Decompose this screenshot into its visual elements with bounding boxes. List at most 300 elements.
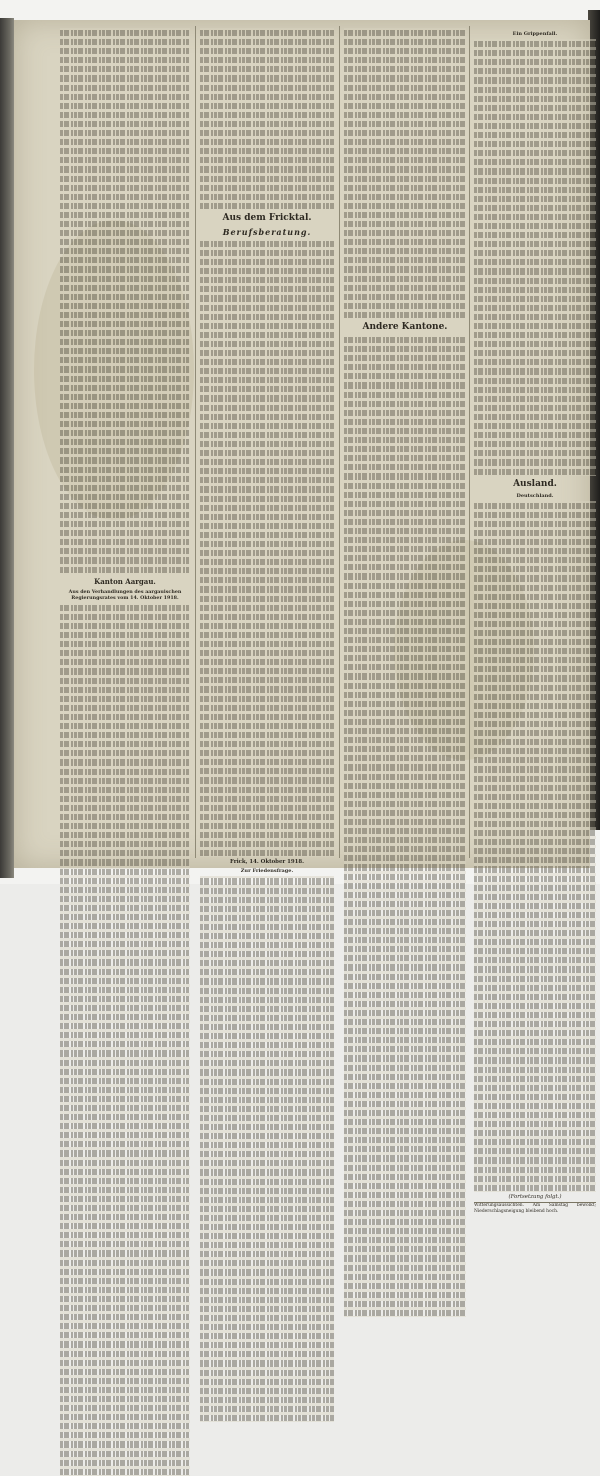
text-line	[60, 310, 190, 319]
text-line	[200, 1077, 334, 1086]
text-line	[60, 657, 190, 666]
text-line	[200, 812, 334, 821]
text-line	[474, 764, 596, 773]
text-line	[474, 457, 596, 466]
text-line	[200, 1286, 334, 1295]
text-line	[200, 922, 334, 931]
text-line	[60, 355, 190, 364]
text-line	[474, 157, 596, 166]
text-line	[344, 1026, 466, 1035]
text-line	[200, 766, 334, 775]
text-line	[474, 1183, 596, 1192]
text-line	[344, 192, 466, 201]
text-line	[60, 912, 190, 921]
text-line	[200, 101, 334, 110]
text-line	[200, 1240, 334, 1249]
text-line	[60, 83, 190, 92]
text-line	[474, 746, 596, 755]
text-line	[474, 321, 596, 330]
text-line	[60, 1094, 190, 1103]
text-line	[474, 683, 596, 692]
text-line	[60, 776, 190, 785]
text-line	[344, 1281, 466, 1290]
text-line	[60, 1449, 190, 1458]
section-heading-ausland: Ausland.	[513, 478, 557, 489]
text-line	[344, 1144, 466, 1153]
text-line	[344, 1208, 466, 1217]
text-line	[60, 967, 190, 976]
text-line	[344, 1053, 466, 1062]
text-line	[60, 612, 190, 621]
text-line	[200, 684, 334, 693]
text-line	[60, 1394, 190, 1403]
text-line	[344, 981, 466, 990]
text-line	[474, 792, 596, 801]
text-line	[474, 48, 596, 57]
text-line	[60, 1194, 190, 1203]
text-line	[60, 839, 190, 848]
text-line	[344, 1090, 466, 1099]
text-line	[60, 1103, 190, 1112]
text-line	[200, 183, 334, 192]
text-line	[60, 821, 190, 830]
text-line	[60, 410, 190, 419]
text-line	[60, 519, 190, 528]
text-line	[200, 895, 334, 904]
text-line	[200, 37, 334, 46]
text-line	[60, 483, 190, 492]
text-line	[60, 383, 190, 392]
text-line	[200, 967, 334, 976]
text-line	[60, 803, 190, 812]
text-line	[60, 101, 190, 110]
text-line	[474, 864, 596, 873]
section-heading-andere-kantone: Andere Kantone.	[362, 322, 448, 332]
text-line	[200, 64, 334, 73]
text-line	[344, 471, 466, 480]
text-line	[200, 1404, 334, 1413]
text-line	[344, 1135, 466, 1144]
text-line	[344, 1099, 466, 1108]
text-line	[344, 1035, 466, 1044]
text-line	[474, 1092, 596, 1101]
text-line	[60, 1339, 190, 1348]
text-line	[200, 366, 334, 375]
text-line	[344, 517, 466, 526]
text-line	[344, 872, 466, 881]
text-line	[200, 1295, 334, 1304]
text-line	[60, 985, 190, 994]
text-line	[474, 692, 596, 701]
text-line	[60, 119, 190, 128]
text-line	[200, 403, 334, 412]
text-line	[474, 892, 596, 901]
text-line	[474, 66, 596, 75]
article-heading: Aus den Verhandlungen des aargauischen Regierungsrates vom 14. Oktober 1918.	[68, 588, 182, 601]
text-line	[344, 526, 466, 535]
article-heading: Ein Grippenfall.	[512, 31, 558, 37]
text-line	[60, 921, 190, 930]
text-line	[60, 1412, 190, 1421]
text-line	[200, 986, 334, 995]
text-line	[60, 1330, 190, 1339]
text-line	[200, 303, 334, 312]
text-line	[474, 910, 596, 919]
text-line	[60, 857, 190, 866]
text-line	[60, 55, 190, 64]
text-line	[344, 499, 466, 508]
text-line	[200, 958, 334, 967]
text-line	[474, 403, 596, 412]
text-line	[344, 371, 466, 380]
text-line	[344, 1272, 466, 1281]
text-line	[474, 737, 596, 746]
text-line	[344, 274, 466, 283]
text-line	[200, 1204, 334, 1213]
text-line	[200, 128, 334, 137]
section-heading-kanton: Kanton Aargau.	[94, 576, 156, 586]
text-line	[60, 174, 190, 183]
text-line	[344, 264, 466, 273]
text-line	[344, 1308, 466, 1317]
text-line	[344, 310, 466, 319]
text-line	[60, 894, 190, 903]
text-line	[200, 630, 334, 639]
text-line	[474, 203, 596, 212]
text-line	[344, 137, 466, 146]
text-line	[200, 1395, 334, 1404]
text-line	[60, 401, 190, 410]
text-line	[474, 664, 596, 673]
text-line	[344, 908, 466, 917]
text-line	[474, 421, 596, 430]
text-line	[200, 421, 334, 430]
column-4	[474, 28, 596, 1214]
text-line	[60, 1349, 190, 1358]
text-line	[474, 546, 596, 555]
text-line	[474, 257, 596, 266]
text-line	[200, 949, 334, 958]
text-line	[200, 439, 334, 448]
text-line	[200, 348, 334, 357]
text-line	[344, 155, 466, 164]
text-line	[200, 621, 334, 630]
text-line	[344, 717, 466, 726]
text-line	[60, 1312, 190, 1321]
text-line	[200, 566, 334, 575]
text-line	[200, 584, 334, 593]
text-line	[200, 137, 334, 146]
text-line	[474, 348, 596, 357]
text-line	[344, 744, 466, 753]
text-line	[60, 455, 190, 464]
text-line	[200, 1031, 334, 1040]
text-line	[344, 344, 466, 353]
text-line	[60, 1012, 190, 1021]
text-line	[200, 1167, 334, 1176]
text-line	[474, 148, 596, 157]
text-line	[344, 972, 466, 981]
text-line	[60, 73, 190, 82]
text-line	[200, 603, 334, 612]
text-line	[60, 1421, 190, 1430]
text-line	[344, 380, 466, 389]
text-line	[344, 119, 466, 128]
text-line	[60, 1403, 190, 1412]
text-line	[474, 637, 596, 646]
text-line	[200, 721, 334, 730]
text-line	[200, 146, 334, 155]
text-line	[344, 1217, 466, 1226]
text-line	[60, 739, 190, 748]
text-line	[200, 575, 334, 584]
text-line	[200, 913, 334, 922]
text-line	[60, 237, 190, 246]
text-line	[60, 1258, 190, 1267]
text-line	[200, 594, 334, 603]
text-line	[200, 1177, 334, 1186]
text-line	[200, 1149, 334, 1158]
text-line	[60, 994, 190, 1003]
text-line	[60, 939, 190, 948]
text-line	[344, 817, 466, 826]
text-line	[200, 475, 334, 484]
text-line	[344, 83, 466, 92]
text-line	[474, 774, 596, 783]
text-line	[60, 1085, 190, 1094]
text-line	[344, 255, 466, 264]
text-line	[344, 562, 466, 571]
text-line	[200, 1213, 334, 1222]
text-line	[60, 437, 190, 446]
text-line	[200, 530, 334, 539]
text-line	[60, 219, 190, 228]
text-line	[60, 867, 190, 876]
text-line	[60, 1285, 190, 1294]
text-line	[60, 703, 190, 712]
text-line	[60, 1203, 190, 1212]
text-line	[200, 284, 334, 293]
text-line	[344, 853, 466, 862]
text-line	[200, 1231, 334, 1240]
text-line	[200, 119, 334, 128]
text-line	[60, 474, 190, 483]
text-line	[474, 583, 596, 592]
text-line	[60, 1303, 190, 1312]
text-line	[60, 767, 190, 776]
text-line	[200, 1022, 334, 1031]
text-line	[474, 1028, 596, 1037]
text-line	[344, 417, 466, 426]
text-line	[200, 1386, 334, 1395]
text-line	[474, 628, 596, 637]
text-line	[60, 1158, 190, 1167]
text-line	[344, 453, 466, 462]
column-1	[60, 28, 190, 858]
text-line	[474, 783, 596, 792]
text-line	[474, 901, 596, 910]
text-line	[60, 1376, 190, 1385]
text-line	[60, 1185, 190, 1194]
text-line	[200, 1222, 334, 1231]
text-line	[60, 721, 190, 730]
text-line	[344, 753, 466, 762]
text-line	[60, 603, 190, 612]
text-line	[60, 446, 190, 455]
text-line	[474, 94, 596, 103]
text-line	[344, 735, 466, 744]
text-line	[200, 1277, 334, 1286]
text-line	[474, 394, 596, 403]
text-line	[344, 708, 466, 717]
text-line	[200, 1304, 334, 1313]
text-line	[344, 462, 466, 471]
text-line	[344, 490, 466, 499]
text-line	[60, 155, 190, 164]
text-line	[344, 890, 466, 899]
text-line	[200, 976, 334, 985]
text-line	[474, 1065, 596, 1074]
text-line	[344, 1153, 466, 1162]
text-line	[344, 935, 466, 944]
text-line	[60, 274, 190, 283]
text-line	[474, 1155, 596, 1164]
text-line	[60, 528, 190, 537]
text-line	[474, 928, 596, 937]
text-line	[344, 1172, 466, 1181]
text-line	[200, 257, 334, 266]
text-line	[60, 648, 190, 657]
text-line	[200, 1349, 334, 1358]
text-line	[60, 164, 190, 173]
text-line	[200, 657, 334, 666]
text-line	[60, 492, 190, 501]
text-line	[200, 1131, 334, 1140]
text-line	[60, 621, 190, 630]
text-line	[474, 937, 596, 946]
text-line	[60, 64, 190, 73]
text-line	[474, 112, 596, 121]
text-line	[60, 510, 190, 519]
text-line	[344, 944, 466, 953]
text-line	[474, 248, 596, 257]
text-line	[200, 110, 334, 119]
text-line	[60, 1048, 190, 1057]
text-line	[344, 1063, 466, 1072]
text-line	[344, 899, 466, 908]
text-line	[200, 848, 334, 857]
article-heading: Zur Friedensfrage.	[240, 868, 294, 875]
text-line	[474, 166, 596, 175]
text-line	[344, 926, 466, 935]
text-line	[200, 155, 334, 164]
text-line	[60, 1076, 190, 1085]
text-line	[200, 393, 334, 402]
text-line	[474, 276, 596, 285]
text-line	[474, 103, 596, 112]
text-line	[200, 739, 334, 748]
text-line	[200, 1258, 334, 1267]
text-line	[60, 676, 190, 685]
text-line	[344, 237, 466, 246]
text-line	[344, 1126, 466, 1135]
text-line	[200, 384, 334, 393]
text-line	[344, 808, 466, 817]
text-line	[474, 510, 596, 519]
text-line	[200, 803, 334, 812]
text-line	[474, 592, 596, 601]
text-line	[344, 1290, 466, 1299]
text-line	[344, 544, 466, 553]
text-line	[474, 946, 596, 955]
text-line	[60, 1321, 190, 1330]
section-subheading-berufsberatung: Berufsberatung.	[222, 226, 312, 237]
text-line	[474, 501, 596, 510]
text-line	[60, 46, 190, 55]
text-line	[344, 1008, 466, 1017]
column-2	[200, 28, 334, 875]
text-line	[474, 194, 596, 203]
text-line	[344, 201, 466, 210]
text-line	[200, 1067, 334, 1076]
text-line	[200, 557, 334, 566]
text-line	[60, 1248, 190, 1257]
text-line	[200, 293, 334, 302]
text-line	[60, 1167, 190, 1176]
text-line	[344, 1235, 466, 1244]
text-line	[200, 321, 334, 330]
text-line	[344, 781, 466, 790]
text-line	[200, 712, 334, 721]
text-line	[60, 301, 190, 310]
text-line	[60, 1003, 190, 1012]
text-line	[200, 1413, 334, 1422]
text-line	[60, 110, 190, 119]
text-line	[344, 292, 466, 301]
text-line	[474, 185, 596, 194]
text-line	[344, 617, 466, 626]
text-line	[344, 435, 466, 444]
text-line	[474, 139, 596, 148]
text-line	[60, 666, 190, 675]
text-line	[344, 1226, 466, 1235]
text-line	[60, 712, 190, 721]
article-heading: Deutschland.	[516, 492, 554, 499]
text-line	[344, 699, 466, 708]
text-line	[474, 212, 596, 221]
text-line	[474, 1101, 596, 1110]
text-line	[344, 228, 466, 237]
text-line	[344, 1072, 466, 1081]
text-line	[474, 974, 596, 983]
text-line	[60, 930, 190, 939]
text-line	[344, 581, 466, 590]
text-line	[474, 1119, 596, 1128]
text-line	[200, 55, 334, 64]
text-line	[200, 1186, 334, 1195]
text-line	[200, 503, 334, 512]
text-line	[344, 762, 466, 771]
text-line	[60, 137, 190, 146]
text-line	[200, 694, 334, 703]
text-line	[60, 565, 190, 574]
text-line	[344, 799, 466, 808]
text-line	[344, 635, 466, 644]
text-line	[60, 694, 190, 703]
text-line	[344, 553, 466, 562]
text-line	[344, 953, 466, 962]
text-line	[200, 1331, 334, 1340]
